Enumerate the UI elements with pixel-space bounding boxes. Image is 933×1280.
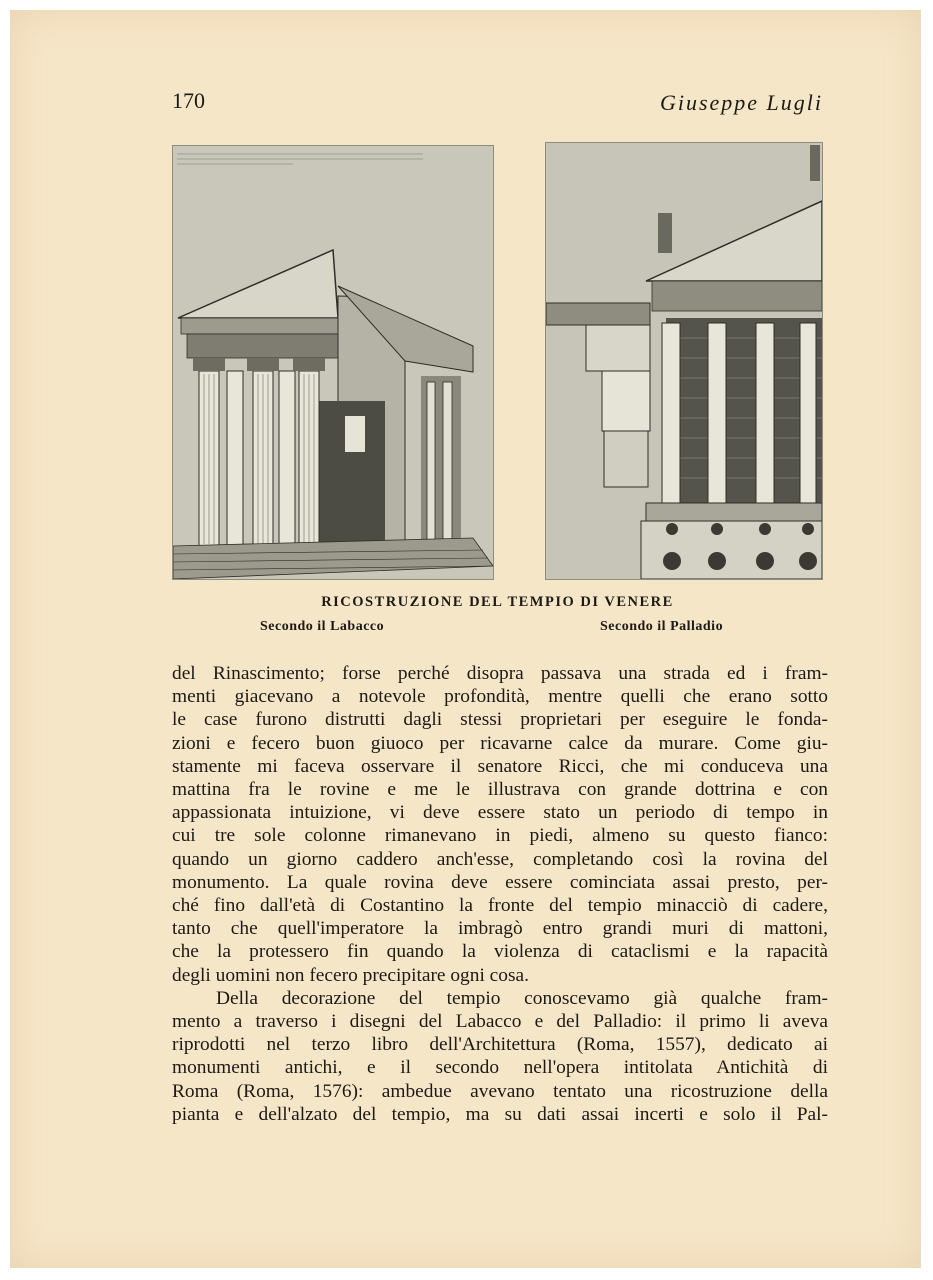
text-line: stamente mi faceva osservare il senatore Ricci, che mi conduceva una bbox=[172, 755, 828, 777]
text-line: mento a traverso i disegni del Labacco e del Palladio: il primo li aveva bbox=[172, 1011, 828, 1033]
text-line: cui tre sole colonne rimanevano in piedi, almeno su questo fianco: bbox=[172, 825, 828, 847]
text-line: degli uomini non fecero precipitare ogni cosa. bbox=[172, 964, 529, 986]
running-head-author: Giuseppe Lugli bbox=[659, 90, 823, 115]
text-line: monumenti antichi, e il secondo nell'opera intitolata Antichità di bbox=[172, 1057, 828, 1079]
figure-title: RICOSTRUZIONE DEL TEMPIO DI VENERE bbox=[321, 594, 674, 610]
text-line: pianta e dell'alzato del tempio, ma su dati assai incerti e solo il Pal- bbox=[172, 1103, 828, 1125]
engraving-labacco bbox=[172, 145, 494, 580]
text-line: del Rinascimento; forse perché disopra passava una strada ed i fram- bbox=[172, 663, 828, 684]
text-line: appassionata intuizione, vi deve essere stato un periodo di tempo in bbox=[172, 802, 828, 824]
book-page bbox=[10, 10, 921, 1268]
text-line: mattina fra le rovine e me le illustrava con grande dottrina e con bbox=[172, 779, 828, 801]
text-line: menti giacevano a notevole profondità, mentre quelli che erano sotto bbox=[172, 686, 828, 708]
text-line: monumento. La quale rovina deve essere cominciata assai presto, per- bbox=[172, 871, 828, 893]
body-text bbox=[172, 662, 828, 1126]
page-number: 170 bbox=[172, 88, 205, 113]
caption-palladio: Secondo il Palladio bbox=[600, 619, 724, 634]
text-line: Roma (Roma, 1576): ambedue avevano tentato una ricostruzione della bbox=[172, 1080, 828, 1102]
caption-labacco: Secondo il Labacco bbox=[260, 619, 385, 634]
text-line: zioni e fecero buon giuoco per ricavarne calce da murare. Come giu- bbox=[172, 732, 828, 754]
text-line: che la protessero fin quando la violenza di cataclismi e la rapacità bbox=[172, 941, 828, 963]
text-line: le case furono distrutti dagli stessi proprietari per eseguire le fonda- bbox=[172, 709, 828, 731]
text-line: tanto che quell'imperatore la imbragò entro grandi muri di mattoni, bbox=[172, 918, 828, 940]
engraving-palladio bbox=[545, 142, 823, 580]
text-line: quando un giorno caddero anch'esse, completando così la rovina del bbox=[172, 848, 828, 870]
text-line-paragraph-start: Della decorazione del tempio conoscevamo già qualche fram- bbox=[216, 987, 828, 1009]
text-line: ché fino dall'età di Costantino la fronte del tempio minacciò di cadere, bbox=[172, 895, 828, 917]
text-line: riprodotti nel terzo libro dell'Architettura (Roma, 1557), dedicato ai bbox=[172, 1034, 828, 1056]
